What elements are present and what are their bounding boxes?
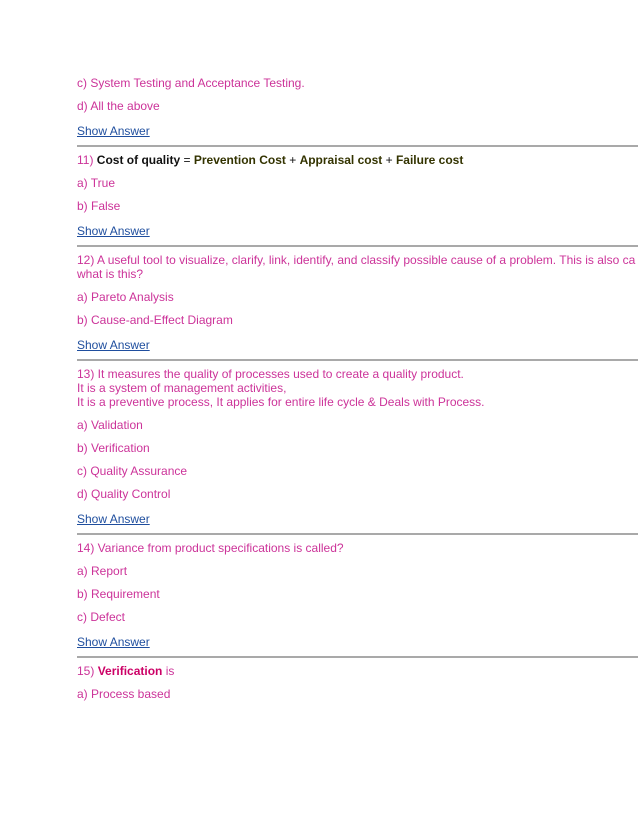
question-12 <box>77 253 638 281</box>
option-a: a) Pareto Analysis <box>77 290 174 304</box>
question-text-line: 12) A useful tool to visualize, clarify, link, identify, and classify possible cause of a problem. This is also ca <box>77 253 636 267</box>
question-13 <box>77 367 638 409</box>
plus-sign: + <box>385 153 393 167</box>
option-c: c) Defect <box>77 610 126 624</box>
option-b: b) False <box>77 199 121 213</box>
option-b: b) Verification <box>77 441 150 455</box>
show-answer-link-q12[interactable]: Show Answer <box>77 338 150 352</box>
divider <box>77 656 638 658</box>
option-c-q10: c) System Testing and Acceptance Testing. <box>77 76 305 90</box>
equals-sign: = <box>183 153 191 167</box>
question-term: Verification <box>97 664 163 678</box>
plus-sign: + <box>289 153 297 167</box>
question-15 <box>77 664 638 678</box>
show-answer-link-q11[interactable]: Show Answer <box>77 224 150 238</box>
show-answer-link-q14[interactable]: Show Answer <box>77 635 150 649</box>
show-answer-link-q10[interactable]: Show Answer <box>77 124 150 138</box>
formula-term-failure: Failure cost <box>395 153 464 167</box>
option-a: a) Process based <box>77 687 171 701</box>
option-d: d) Quality Control <box>77 487 171 501</box>
question-suffix: is <box>165 664 175 678</box>
divider <box>77 145 638 147</box>
question-term: Cost of quality <box>96 153 181 167</box>
quiz-content <box>77 76 638 710</box>
option-d-q10: d) All the above <box>77 99 160 113</box>
option-a: a) Report <box>77 564 128 578</box>
divider <box>77 245 638 247</box>
option-b: b) Requirement <box>77 587 160 601</box>
question-14: 14) Variance from product specifications is called? <box>77 541 344 555</box>
show-answer-link-q13[interactable]: Show Answer <box>77 512 150 526</box>
question-text-line: 13) It measures the quality of processes used to create a quality product. <box>77 367 464 381</box>
question-text-line: It is a system of management activities, <box>77 381 287 395</box>
option-a: a) Validation <box>77 418 143 432</box>
question-11 <box>77 153 638 167</box>
question-text-line: It is a preventive process, It applies for entire life cycle & Deals with Process. <box>77 395 485 409</box>
question-text-line: what is this? <box>77 267 144 281</box>
divider <box>77 359 638 361</box>
question-number: 15) <box>77 664 95 678</box>
question-number: 11) <box>77 153 94 167</box>
option-c: c) Quality Assurance <box>77 464 188 478</box>
divider <box>77 533 638 535</box>
formula-term-appraisal: Appraisal cost <box>299 153 383 167</box>
formula-term-prevention: Prevention Cost <box>193 153 286 167</box>
option-b: b) Cause-and-Effect Diagram <box>77 313 233 327</box>
option-a: a) True <box>77 176 116 190</box>
